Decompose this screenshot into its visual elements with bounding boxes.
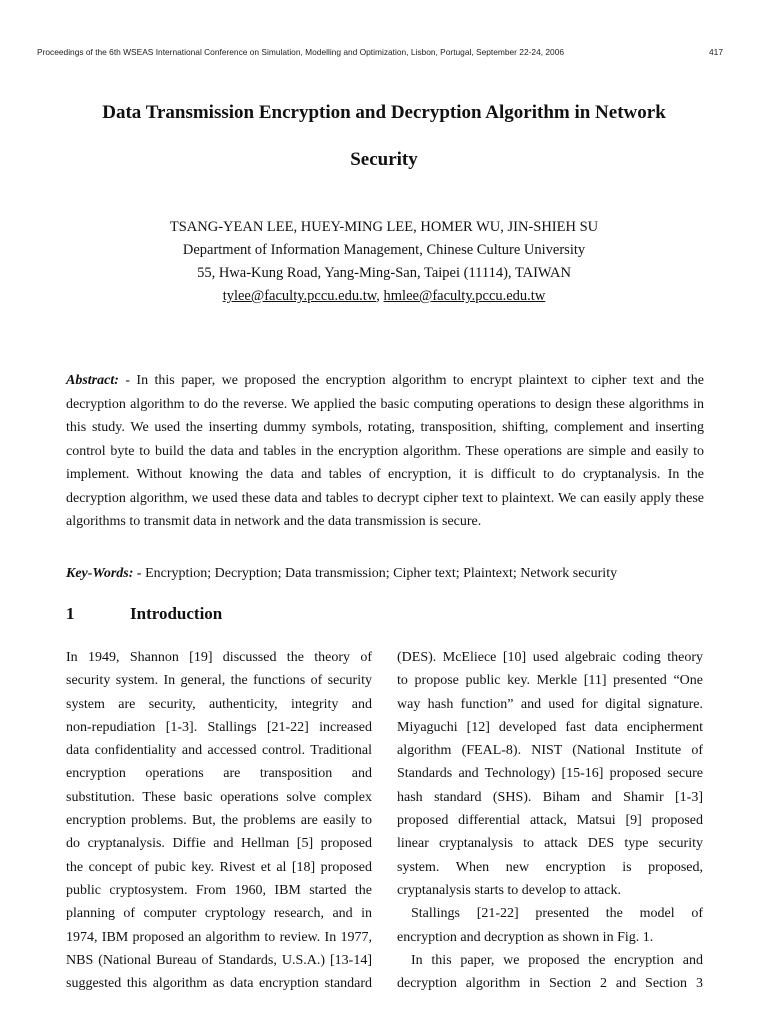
body-line: decryption algorithm in Section 2 and Section 3 <box>397 976 703 992</box>
abstract <box>66 369 704 534</box>
paper-title-line-2: Security <box>350 149 418 170</box>
author-block <box>0 216 768 308</box>
body-line: public cryptosystem. From 1960, IBM started the <box>66 882 372 898</box>
body-line: planning of computer cryptology research, and in <box>66 906 372 922</box>
abstract-text: - In this paper, we proposed the encryption algorithm to encrypt plaintext to cipher text and the decryption algorithm to do the reverse. We applied the basic computing operations to design these algorithms in this study. We used the inserting dummy symbols, rotating, transposition, shifting, complement and inserting control byte to build the data and tables in the encryption algorithm. These operations are simple and easily to implement. Without knowing the data and tables of encryption, it is difficult to do cryptanalysis. In the decryption algorithm, we used these data and tables to decrypt cipher text to plaintext. We can easily apply these algorithms to transmit data in network and the data transmission is secure. <box>66 373 704 529</box>
body-line: security system. In general, the functions of security <box>66 673 372 689</box>
body-line: Miyaguchi [12] developed fast data encipherment <box>397 719 703 735</box>
body-line: Standards and Technology) [15-16] proposed secure <box>397 766 703 782</box>
email-link-2[interactable]: hmlee@faculty.pccu.edu.tw <box>383 288 546 304</box>
body-line: substitution. These basic operations solve complex <box>66 789 372 805</box>
abstract-label: Abstract: <box>66 373 119 388</box>
body-line: non-repudiation [1-3]. Stallings [21-22] increased <box>66 719 372 735</box>
page-number: 417 <box>709 47 723 57</box>
running-header <box>37 47 723 57</box>
keywords <box>66 566 706 582</box>
keywords-label: Key-Words: - <box>66 566 142 581</box>
section-title: Introduction <box>130 604 223 623</box>
author-emails <box>0 285 768 308</box>
running-head-text: Proceedings of the 6th WSEAS International Conference on Simulation, Modelling and Optimization, Lisbon, Portugal, September 22-24, 2006 <box>37 47 565 57</box>
body-line: system. When new encryption is proposed, <box>397 859 703 875</box>
section-number: 1 <box>66 604 75 623</box>
section-heading <box>66 604 222 624</box>
body-line: data confidentiality and accessed control. Traditional <box>66 743 372 759</box>
email-link-1[interactable]: tylee@faculty.pccu.edu.tw <box>222 288 377 304</box>
author-department: Department of Information Management, Chinese Culture University <box>182 242 586 258</box>
body-line: do cryptanalysis. Diffie and Hellman [5] proposed <box>66 836 372 852</box>
body-line: way hash function” and used for digital signature. <box>397 696 703 712</box>
body-line: encryption problems. But, the problems are easily to <box>66 813 372 829</box>
body-line: cryptanalysis starts to develop to attack. <box>397 882 621 898</box>
body-line: Stallings [21-22] presented the model of <box>411 906 703 922</box>
body-line: 1974, IBM proposed an algorithm to review. In 1977, <box>66 929 372 945</box>
body-line: hash standard (SHS). Biham and Shamir [1-3] <box>397 789 703 805</box>
body-line: (DES). McEliece [10] used algebraic coding theory <box>397 650 703 665</box>
paper-title-line-1: Data Transmission Encryption and Decryption Algorithm in Network <box>102 102 666 123</box>
body-line: linear cryptanalysis to attack DES type security <box>397 836 703 852</box>
body-line: NBS (National Bureau of Standards, U.S.A.) [13-14] <box>66 952 372 968</box>
body-line: proposed differential attack, Matsui [9] proposed <box>397 813 703 829</box>
author-address: 55, Hwa-Kung Road, Yang-Ming-San, Taipei (11114), TAIWAN <box>197 265 571 281</box>
body-column-left <box>66 646 372 995</box>
body-line: the concept of pubic key. Rivest et al [18] proposed <box>66 859 372 875</box>
body-line: encryption operations are transposition and <box>66 766 372 782</box>
body-line: system are security, authenticity, integrity and <box>66 696 372 712</box>
body-line: In 1949, Shannon [19] discussed the theory of <box>66 650 372 665</box>
keywords-text: Encryption; Decryption; Data transmission; Cipher text; Plaintext; Network security <box>141 566 618 581</box>
body-line: encryption and decryption as shown in Fig. 1. <box>397 929 654 945</box>
body-line: algorithm (FEAL-8). NIST (National Institute of <box>397 743 703 759</box>
email-separator: , <box>376 288 384 304</box>
body-line: In this paper, we proposed the encryption and <box>411 952 703 968</box>
body-line: suggested this algorithm as data encryption standard <box>66 976 372 992</box>
author-names: TSANG-YEAN LEE, HUEY-MING LEE, HOMER WU, JIN-SHIEH SU <box>169 219 599 235</box>
body-column-right <box>397 646 703 995</box>
body-line: to propose public key. Merkle [11] presented “One <box>397 673 703 689</box>
